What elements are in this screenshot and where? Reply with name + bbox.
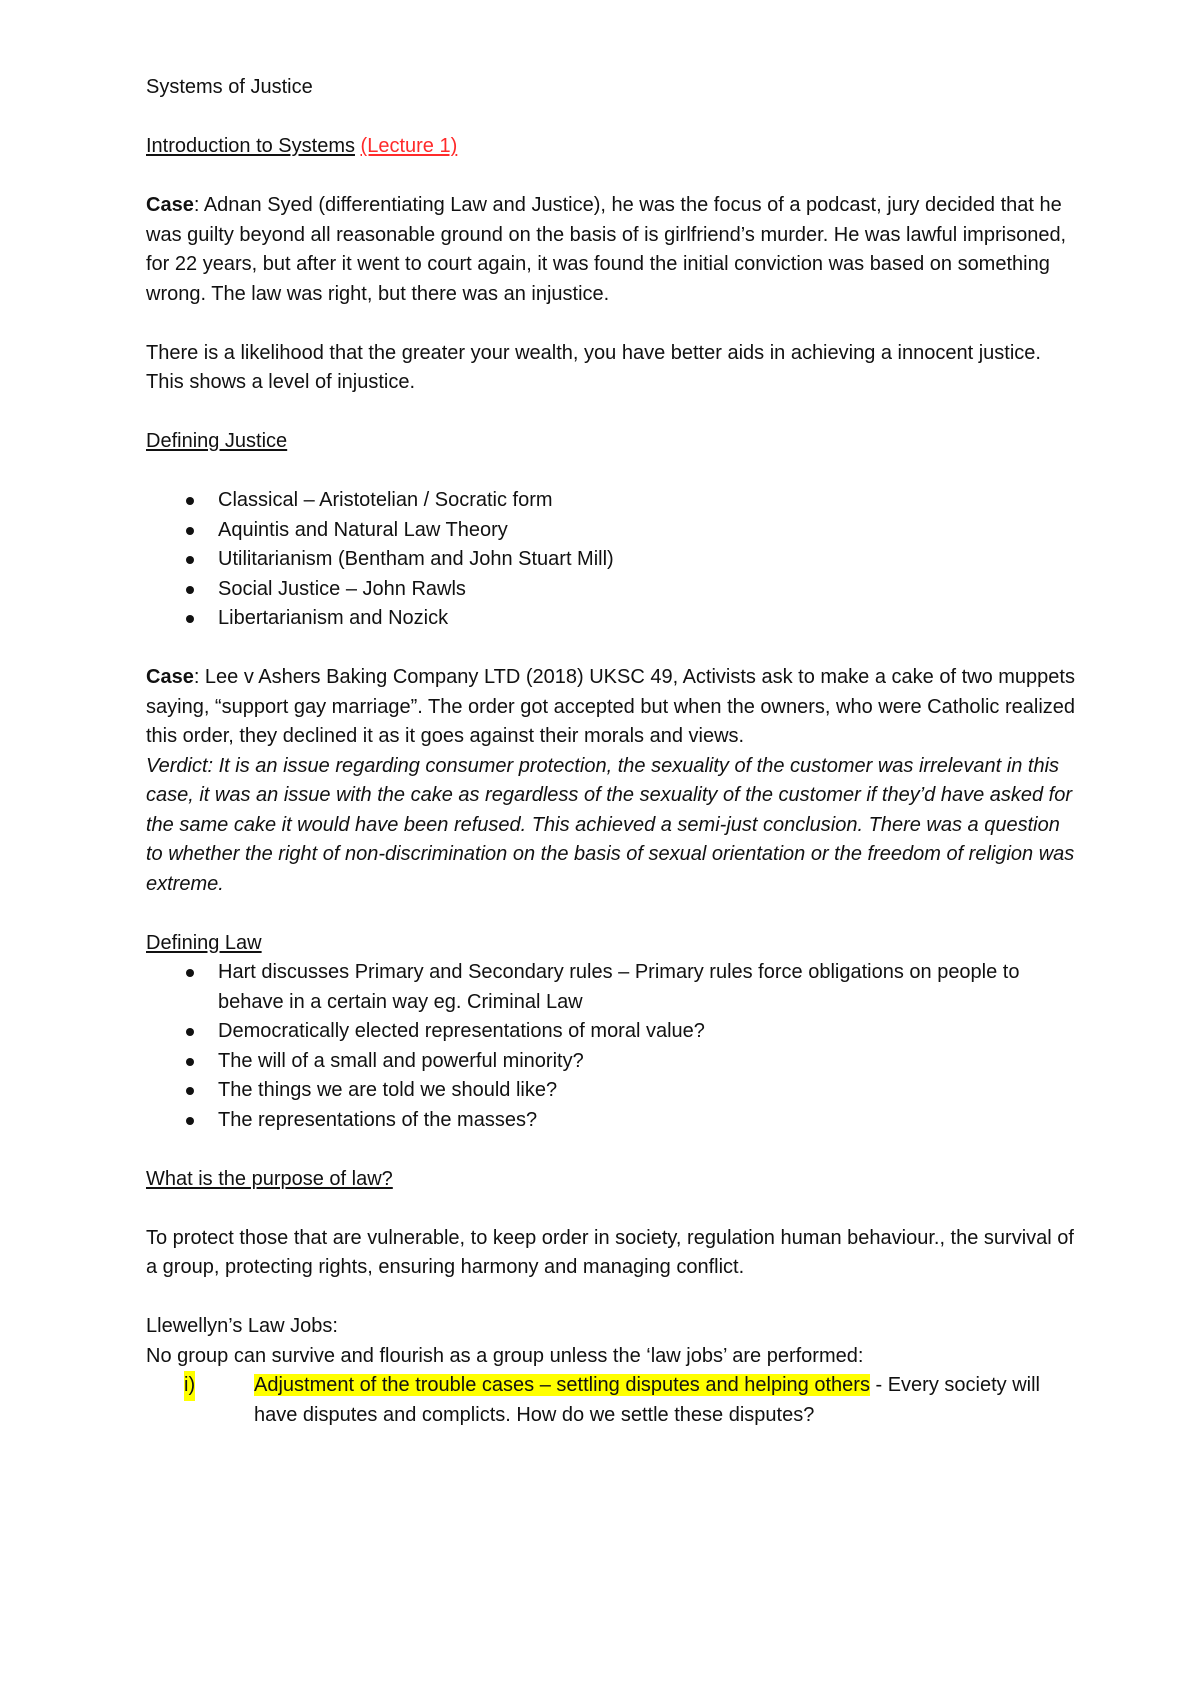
verdict-paragraph — [146, 752, 1076, 900]
law-definitions-list — [146, 958, 1076, 1135]
section-heading-text: Introduction to Systems — [146, 135, 355, 157]
law-job-numeral: i) — [184, 1371, 195, 1401]
document-body — [146, 73, 1076, 1430]
list-item: The things we are told we should like? — [146, 1076, 1076, 1106]
list-item: Aquintis and Natural Law Theory — [146, 516, 1076, 546]
list-item: The will of a small and powerful minority? — [146, 1047, 1076, 1077]
case-adnan-syed — [146, 191, 1076, 309]
law-job-item — [146, 1371, 1076, 1430]
law-job-highlight: Adjustment of the trouble cases – settling disputes and helping others — [254, 1374, 870, 1396]
case-lee-v-ashers — [146, 663, 1076, 752]
verdict-text: : It is an issue regarding consumer protection, the sexuality of the customer was irrelevant in this case, it was an issue with the cake as regardless of the sexuality of the customer if they’d have asked for the same cake it would have been refused. This achieved a semi-just conclusion. There was a question to whether the right of non-discrimination on the basis of sexual orientation or the freedom of religion was extreme. — [146, 754, 1075, 895]
defining-law-heading: Defining Law — [146, 931, 262, 954]
list-item: Libertarianism and Nozick — [146, 604, 1076, 634]
purpose-paragraph: To protect those that are vulnerable, to keep order in society, regulation human behaviour., the survival of a group, protecting rights, ensuring harmony and managing conflict. — [146, 1226, 1074, 1278]
law-job-text: - Every society will have disputes and complicts. How do we settle these disputes? — [254, 1374, 1040, 1426]
list-item: Democratically elected representations of moral value? — [146, 1017, 1076, 1047]
justice-theories-list — [146, 486, 1076, 634]
defining-justice-heading: Defining Justice — [146, 430, 288, 452]
section-heading-introduction — [146, 132, 1076, 162]
wealth-paragraph: There is a likelihood that the greater your wealth, you have better aids in achieving a innocent justice. This shows a level of injustice. — [146, 341, 1041, 393]
list-item: Hart discusses Primary and Secondary rules – Primary rules force obligations on people to behave in a certain way eg. Criminal Law — [146, 958, 1076, 1017]
llewellyn-title: Llewellyn’s Law Jobs: — [146, 1315, 338, 1337]
lecture-tag: (Lecture 1) — [360, 135, 458, 157]
purpose-heading: What is the purpose of law? — [146, 1167, 393, 1190]
list-item: Classical – Aristotelian / Socratic form — [146, 486, 1076, 516]
case-text: : Adnan Syed (differentiating Law and Justice), he was the focus of a podcast, jury decided that he was guilty beyond all reasonable ground on the basis of is girlfriend’s murder. He was lawful imprisoned, for 22 years, but after it went to court again, it was found the initial conviction was based on something wrong. The law was right, but there was an injustice. — [146, 194, 1067, 305]
list-item: Utilitarianism (Bentham and John Stuart Mill) — [146, 545, 1076, 575]
list-item: The representations of the masses? — [146, 1106, 1076, 1136]
case-label: Case — [146, 194, 194, 216]
case-label: Case — [146, 666, 194, 688]
case-text: : Lee v Ashers Baking Company LTD (2018) UKSC 49, Activists ask to make a cake of two muppets saying, “support gay marriage”. The order got accepted but when the owners, who were Catholic realized this order, they declined it as it goes against their morals and views. — [146, 666, 1076, 747]
llewellyn-intro: No group can survive and flourish as a group unless the ‘law jobs’ are performed: — [146, 1344, 864, 1367]
list-item: Social Justice – John Rawls — [146, 575, 1076, 605]
verdict-label: Verdict — [146, 754, 208, 777]
document-title: Systems of Justice — [146, 76, 313, 98]
